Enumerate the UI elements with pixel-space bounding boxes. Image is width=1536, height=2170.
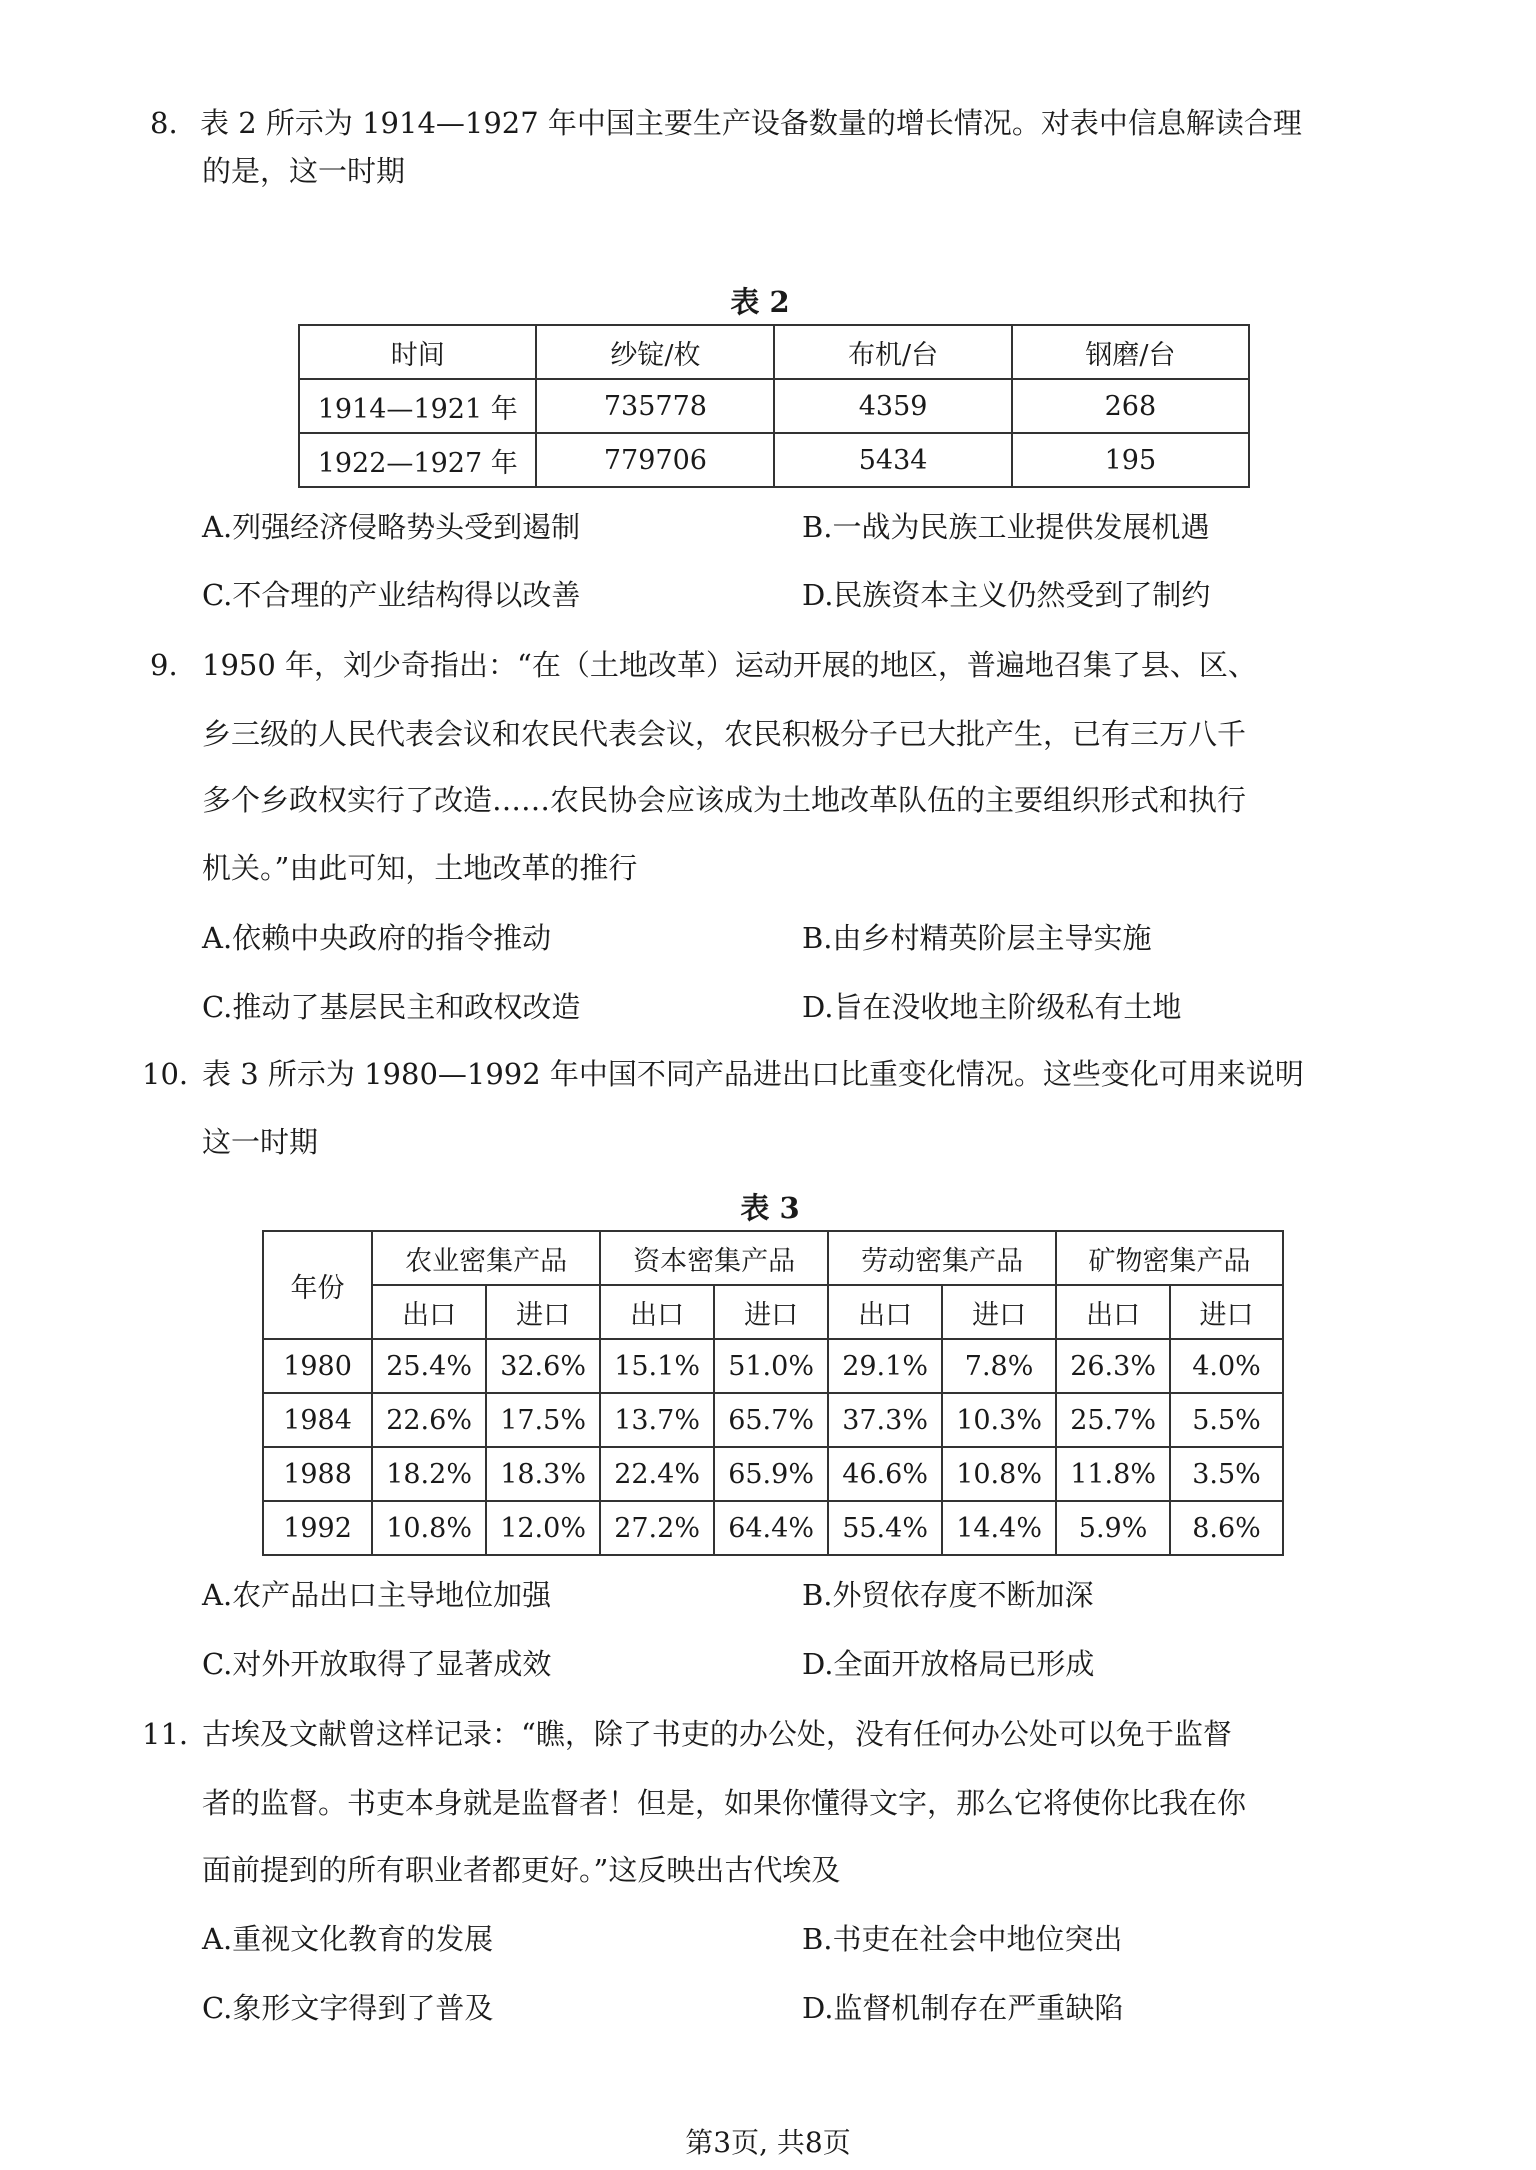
table-cell: 55.4% [828, 1501, 942, 1555]
question-9-stem-line-4: 机关。”由此可知，土地改革的推行 [202, 851, 638, 885]
table-cell: 10.8% [372, 1501, 486, 1555]
table-3-group-header: 资本密集产品 [600, 1231, 828, 1285]
table-3-sub-header: 出口 [1056, 1285, 1170, 1339]
table-cell: 1914—1921 年 [299, 379, 536, 433]
table-3-sub-header: 进口 [714, 1285, 828, 1339]
table-3-group-header: 农业密集产品 [372, 1231, 600, 1285]
table-cell: 10.3% [942, 1393, 1056, 1447]
table-2-header-cell: 时间 [299, 325, 536, 379]
table-cell: 4359 [774, 379, 1011, 433]
table-row [299, 379, 1249, 433]
table-3-group-header: 矿物密集产品 [1056, 1231, 1283, 1285]
table-row [263, 1501, 1283, 1555]
table-3-year-header: 年份 [263, 1231, 372, 1339]
question-8-option-c[interactable]: C.不合理的产业结构得以改善 [202, 578, 581, 612]
table-cell: 46.6% [828, 1447, 942, 1501]
table-cell: 4.0% [1170, 1339, 1283, 1393]
question-11-stem-line-1: 古埃及文献曾这样记录：“瞧，除了书吏的办公处，没有任何办公处可以免于监督 [202, 1717, 1232, 1751]
table-cell: 1992 [263, 1501, 372, 1555]
question-10-option-b[interactable]: B.外贸依存度不断加深 [802, 1578, 1094, 1612]
question-9-stem-line-3: 多个乡政权实行了改造……农民协会应该成为土地改革队伍的主要组织形式和执行 [202, 783, 1247, 817]
table-cell: 8.6% [1170, 1501, 1283, 1555]
question-9-option-d[interactable]: D.旨在没收地主阶级私有土地 [802, 990, 1182, 1024]
question-10-stem-line-2: 这一时期 [202, 1125, 319, 1159]
question-11-number: 11. [142, 1717, 189, 1751]
question-9-option-c[interactable]: C.推动了基层民主和政权改造 [202, 990, 581, 1024]
table-row [299, 433, 1249, 487]
table-cell: 22.6% [372, 1393, 486, 1447]
table-cell: 15.1% [600, 1339, 714, 1393]
table-3-sub-header: 出口 [828, 1285, 942, 1339]
table-cell: 3.5% [1170, 1447, 1283, 1501]
table-3-sub-header: 出口 [600, 1285, 714, 1339]
table-2-header-row [299, 325, 1249, 379]
question-9-option-b[interactable]: B.由乡村精英阶层主导实施 [802, 921, 1152, 955]
table-3-sub-header: 进口 [942, 1285, 1056, 1339]
table-cell: 37.3% [828, 1393, 942, 1447]
table-3-group-header: 劳动密集产品 [828, 1231, 1056, 1285]
table-row [263, 1393, 1283, 1447]
table-cell: 32.6% [486, 1339, 600, 1393]
table-3-group-header-row [263, 1231, 1283, 1285]
table-cell: 64.4% [714, 1501, 828, 1555]
table-cell: 18.2% [372, 1447, 486, 1501]
table-2-caption: 表 2 [730, 285, 790, 319]
table-3-sub-header: 进口 [486, 1285, 600, 1339]
question-8-number: 8. [150, 106, 178, 140]
question-10-option-c[interactable]: C.对外开放取得了显著成效 [202, 1647, 552, 1681]
question-11-option-a[interactable]: A.重视文化教育的发展 [202, 1922, 494, 1956]
table-cell: 12.0% [486, 1501, 600, 1555]
table-3-caption: 表 3 [740, 1191, 800, 1225]
table-cell: 1984 [263, 1393, 372, 1447]
table-cell: 268 [1012, 379, 1249, 433]
question-9-number: 9. [150, 648, 178, 682]
question-11-option-d[interactable]: D.监督机制存在严重缺陷 [802, 1991, 1124, 2025]
table-cell: 27.2% [600, 1501, 714, 1555]
question-8-option-a[interactable]: A.列强经济侵略势头受到遏制 [202, 510, 581, 544]
table-cell: 779706 [536, 433, 774, 487]
table-cell: 25.4% [372, 1339, 486, 1393]
table-cell: 51.0% [714, 1339, 828, 1393]
table-3 [262, 1230, 1284, 1556]
question-8-stem-line-1: 表 2 所示为 1914—1927 年中国主要生产设备数量的增长情况。对表中信息解读合理 [200, 106, 1302, 140]
table-cell: 195 [1012, 433, 1249, 487]
table-cell: 735778 [536, 379, 774, 433]
table-cell: 1988 [263, 1447, 372, 1501]
question-9-stem-line-2: 乡三级的人民代表会议和农民代表会议，农民积极分子已大批产生，已有三万八千 [202, 717, 1247, 751]
table-cell: 1980 [263, 1339, 372, 1393]
table-cell: 7.8% [942, 1339, 1056, 1393]
table-cell: 14.4% [942, 1501, 1056, 1555]
question-11-option-b[interactable]: B.书吏在社会中地位突出 [802, 1922, 1123, 1956]
table-3-sub-header: 出口 [372, 1285, 486, 1339]
question-10-number: 10. [142, 1057, 189, 1091]
question-10-stem-line-1: 表 3 所示为 1980—1992 年中国不同产品进出口比重变化情况。这些变化可用来说明 [202, 1057, 1304, 1091]
table-3-sub-header: 进口 [1170, 1285, 1283, 1339]
table-cell: 29.1% [828, 1339, 942, 1393]
table-cell: 5434 [774, 433, 1011, 487]
table-cell: 5.5% [1170, 1393, 1283, 1447]
table-cell: 1922—1927 年 [299, 433, 536, 487]
question-11-stem-line-2: 者的监督。书吏本身就是监督者！但是，如果你懂得文字，那么它将使你比我在你 [202, 1786, 1247, 1820]
question-8-stem-line-2: 的是，这一时期 [202, 154, 406, 188]
question-11-option-c[interactable]: C.象形文字得到了普及 [202, 1991, 494, 2025]
table-cell: 13.7% [600, 1393, 714, 1447]
table-row [263, 1447, 1283, 1501]
question-9-option-a[interactable]: A.依赖中央政府的指令推动 [202, 921, 552, 955]
table-3-sub-header-row [263, 1285, 1283, 1339]
table-cell: 11.8% [1056, 1447, 1170, 1501]
question-10-option-a[interactable]: A.农产品出口主导地位加强 [202, 1578, 552, 1612]
question-10-option-d[interactable]: D.全面开放格局已形成 [802, 1647, 1095, 1681]
table-cell: 5.9% [1056, 1501, 1170, 1555]
table-cell: 17.5% [486, 1393, 600, 1447]
table-cell: 18.3% [486, 1447, 600, 1501]
table-cell: 25.7% [1056, 1393, 1170, 1447]
table-2-header-cell: 布机/台 [774, 325, 1011, 379]
page-footer: 第3页, 共8页 [685, 2126, 851, 2159]
question-9-stem-line-1: 1950 年，刘少奇指出：“在（土地改革）运动开展的地区，普遍地召集了县、区、 [202, 648, 1257, 682]
table-2-header-cell: 钢磨/台 [1012, 325, 1249, 379]
table-2-header-cell: 纱锭/枚 [536, 325, 774, 379]
table-row [263, 1339, 1283, 1393]
table-cell: 10.8% [942, 1447, 1056, 1501]
table-cell: 65.7% [714, 1393, 828, 1447]
table-cell: 65.9% [714, 1447, 828, 1501]
question-11-stem-line-3: 面前提到的所有职业者都更好。”这反映出古代埃及 [202, 1853, 841, 1887]
question-8-option-d[interactable]: D.民族资本主义仍然受到了制约 [802, 578, 1211, 612]
table-cell: 26.3% [1056, 1339, 1170, 1393]
table-2 [298, 324, 1250, 488]
table-cell: 22.4% [600, 1447, 714, 1501]
question-8-option-b[interactable]: B.一战为民族工业提供发展机遇 [802, 510, 1210, 544]
